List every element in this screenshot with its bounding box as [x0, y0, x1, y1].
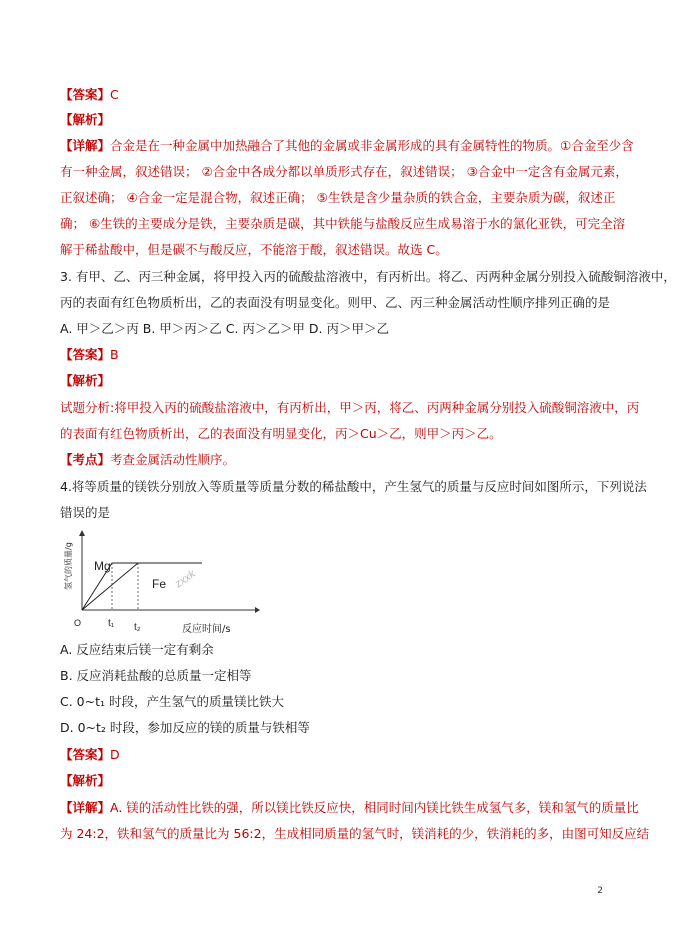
x-axis-label: 反应时间/s — [182, 624, 231, 635]
q4-detail-2: 为 24:2，铁和氢气的质量比为 56:2，生成相同质量的氢气时，镁消耗的少，铁消耗的多，由图可知反应结 — [60, 826, 650, 841]
t1-label: t₁ — [108, 618, 115, 629]
detail-line-3: 正叙述确； ④合金一定是混合物，叙述正确； ⑤生铁是含少量杂质的铁合金，主要杂质为碳，叙述正 — [60, 190, 616, 205]
point-label: 【考点】 — [60, 452, 111, 467]
detail-text: A. 镁的活动性比铁的强，所以镁比铁反应快，相同时间内镁比铁生成氢气多，镁和氢气的质量比 — [110, 800, 639, 815]
detail-label: 【详解】 — [60, 800, 111, 815]
analysis-line — [60, 111, 608, 128]
detail-label: 【详解】 — [60, 138, 111, 153]
detail-line-4: 确； ⑥生铁的主要成分是铁，主要杂质是碳，其中铁能与盐酸反应生成易溶于水的氯化亚铁，可完全溶 — [60, 216, 626, 231]
detail-line-1 — [60, 137, 634, 154]
answer-value: C — [110, 87, 119, 102]
q3-stem-2: 丙的表面有红色物质析出，乙的表面没有明显变化。则甲、乙、丙三种金属活动性顺序排列正确的是 — [60, 295, 611, 310]
origin-label: O — [74, 618, 82, 628]
q4-option-d: D. 0~t₂ 时段，参加反应的镁的质量与铁相等 — [60, 720, 310, 735]
q3-point-line — [60, 451, 608, 468]
analysis-label: 【解析】 — [60, 373, 111, 388]
mg-label: Mg — [94, 559, 111, 573]
q4-option-c: C. 0~t₁ 时段，产生氢气的质量镁比铁大 — [60, 694, 284, 709]
analysis-label: 【解析】 — [60, 773, 111, 788]
q3-answer-line — [60, 346, 608, 363]
t2-label: t₂ — [134, 622, 141, 633]
answer-label: 【答案】 — [60, 87, 111, 102]
q4-detail-1 — [60, 799, 639, 816]
answer-label: 【答案】 — [60, 747, 111, 762]
q3-stem-1: 3. 有甲、乙、丙三种金属，将甲投入丙的硫酸盐溶液中，有丙析出。将乙、丙两种金属分别投入硫酸铜溶液中， — [60, 269, 676, 284]
detail-text: 合金是在一种金属中加热融合了其他的金属或非金属形成的具有金属特性的物质。①合金至少含 — [110, 138, 634, 153]
fe-label: Fe — [152, 577, 167, 591]
y-axis-label: 氢气的质量/g — [64, 542, 73, 590]
q3-analysis-label-line — [60, 372, 608, 389]
detail-line-2: 有一种金属，叙述错误； ②合金中各成分都以单质形式存在，叙述错误； ③合金中一定含有金属元素， — [60, 164, 628, 179]
q4-option-b: B. 反应消耗盐酸的总质量一定相等 — [60, 668, 252, 683]
q3-options: A. 甲＞乙＞丙 B. 甲＞丙＞乙 C. 丙＞乙＞甲 D. 丙＞甲＞乙 — [60, 321, 389, 336]
q3-analysis-2: 的表面有红色物质析出，乙的表面没有明显变化，丙＞Cu＞乙，则甲＞丙＞乙。 — [60, 426, 502, 441]
q4-answer-line — [60, 746, 608, 763]
q4-stem-2: 错误的是 — [60, 505, 111, 520]
answer-value: B — [110, 347, 119, 362]
point-text: 考查金属活动性顺序。 — [110, 452, 236, 467]
q4-stem-1: 4.将等质量的镁铁分别放入等质量等质量分数的稀盐酸中，产生氢气的质量与反应时间如图所示，下列说法 — [60, 479, 647, 494]
detail-line-5: 解于稀盐酸中，但是碳不与酸反应，不能溶于酸，叙述错误。故选 C。 — [60, 242, 448, 257]
answer-line — [60, 86, 608, 103]
analysis-label: 【解析】 — [60, 112, 111, 127]
q4-analysis-label-line — [60, 772, 608, 789]
q3-analysis-1: 试题分析:将甲投入丙的硫酸盐溶液中，有丙析出，甲＞丙，将乙、丙两种金属分别投入硫酸铜溶液中，丙 — [60, 400, 640, 415]
reaction-graph — [60, 530, 260, 634]
page-number: 2 — [597, 886, 603, 896]
answer-value: D — [110, 747, 120, 762]
watermark: zxxk — [172, 568, 198, 591]
y-axis-arrow — [79, 530, 85, 536]
x-axis-arrow — [255, 607, 260, 613]
answer-label: 【答案】 — [60, 347, 111, 362]
q4-option-a: A. 反应结束后镁一定有剩余 — [60, 642, 214, 657]
